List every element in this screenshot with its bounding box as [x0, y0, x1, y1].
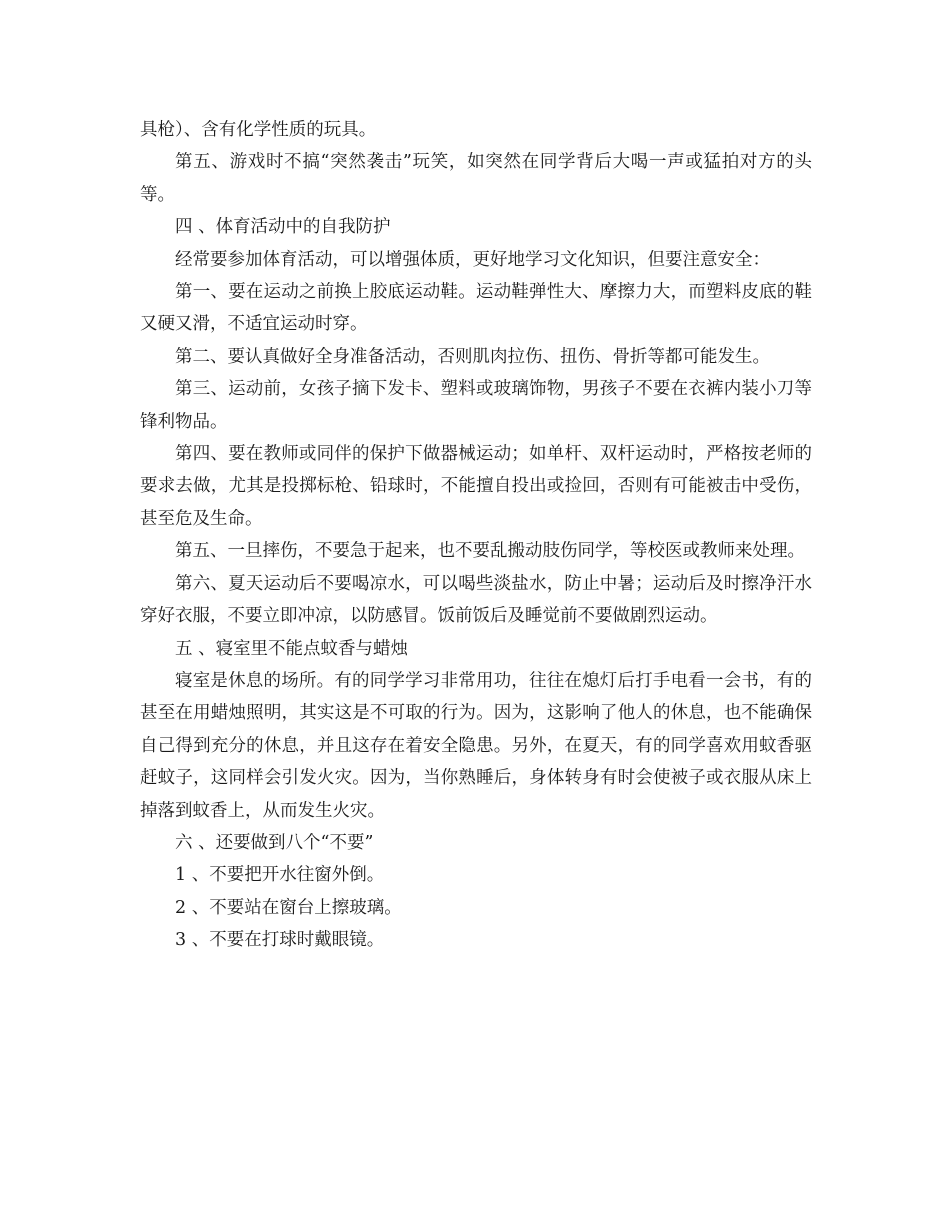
paragraph-item-third: 第三、运动前，女孩子摘下发卡、塑料或玻璃饰物，男孩子不要在衣裤内装小刀等锋利物品。: [140, 379, 812, 432]
list-item-3: 3 、不要在打球时戴眼镜。: [175, 930, 385, 951]
paragraph-item-second: 第二、要认真做好全身准备活动，否则肌肉拉伤、扭伤、骨折等都可能发生。: [175, 346, 770, 367]
paragraph-item-fifth-game: 第五、游戏时不搞“突然袭击”玩笑，如突然在同学背后大喝一声或猛拍对方的头等。: [140, 152, 812, 205]
section-heading-eight-donts: 六 、还要做到八个“不要”: [175, 832, 374, 853]
list-item-1: 1 、不要把开水往窗外倒。: [175, 865, 385, 886]
paragraph-sports-intro: 经常要参加体育活动，可以增强体质，更好地学习文化知识，但要注意安全：: [175, 249, 770, 270]
paragraph-continuation: 具枪）、含有化学性质的玩具。: [140, 120, 377, 140]
paragraph-item-sixth: 第六、夏天运动后不要喝凉水，可以喝些淡盐水，防止中暑；运动后及时擦净汗水穿好衣服，不要立即冲凉，以防感冒。饭前饭后及睡觉前不要做剧烈运动。: [140, 573, 812, 627]
paragraph-dorm-body: 寝室是休息的场所。有的同学学习非常用功，往往在熄灯后打手电看一会书，有的甚至在用蜡烛照明，其实这是不可取的行为。因为，这影响了他人的休息，也不能确保自己得到充分的休息，并且这存在着安全隐患。另外，在夏天，有的同学喜欢用蚊香驱赶蚊子，这同样会引发火灾。因为，当你熟睡后，身体转身有时会使被子或衣服从床上掉落到蚊香上，从而发生火灾。: [140, 670, 812, 821]
section-heading-dorm: 五 、寝室里不能点蚊香与蜡烛: [175, 638, 409, 659]
list-item-2: 2 、不要站在窗台上擦玻璃。: [175, 897, 402, 918]
paragraph-item-fourth: 第四、要在教师或同伴的保护下做器械运动；如单杆、双杆运动时，严格按老师的要求去做，尤其是投掷标枪、铅球时，不能擅自投出或捡回，否则有可能被击中受伤，甚至危及生命。: [140, 444, 812, 529]
paragraph-item-fifth: 第五、一旦摔伤，不要急于起来，也不要乱搬动肢伤同学，等校医或教师来处理。: [175, 541, 805, 562]
section-heading-sports: 四 、体育活动中的自我防护: [175, 217, 391, 238]
paragraph-item-first: 第一、要在运动之前换上胶底运动鞋。运动鞋弹性大、摩擦力大，而塑料皮底的鞋又硬又滑，不适宜运动时穿。: [140, 282, 812, 335]
document-body: [140, 114, 812, 957]
